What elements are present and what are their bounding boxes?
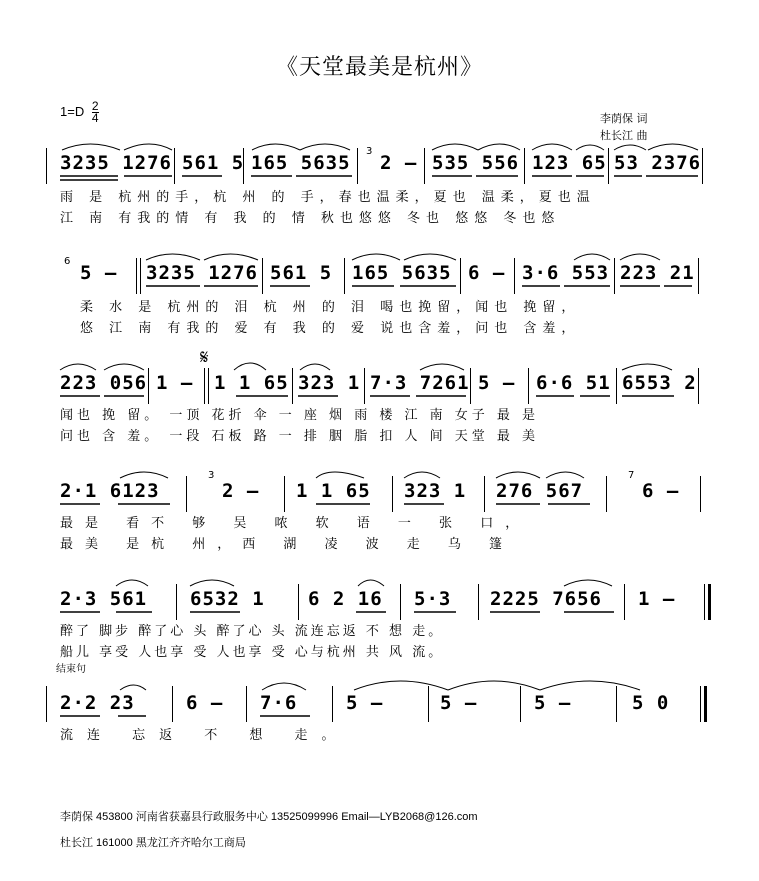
measure: 5 – xyxy=(478,372,516,394)
measure: 6 – xyxy=(468,262,506,284)
lyricist-credit: 李荫保 词 xyxy=(600,112,648,125)
slur xyxy=(496,472,540,478)
lyrics-ending: 流连 忘返 不 想 走。 xyxy=(60,728,349,743)
slur xyxy=(432,144,478,150)
lyrics-verse-2: 问也 含 羞。 一段 石板 路 一 排 胭 脂 扣 人 间 天堂 最 美 xyxy=(60,429,539,444)
measure: 223 056 xyxy=(60,372,148,394)
measure: 2·3 561 xyxy=(60,588,148,610)
measure: 3·6 553 xyxy=(522,262,610,284)
time-sig-top: 2 xyxy=(91,99,99,113)
slur xyxy=(574,254,610,260)
measure: 1 1 65 xyxy=(296,480,371,502)
measure: 561 5 xyxy=(270,262,333,284)
slur xyxy=(614,145,646,150)
slur xyxy=(124,144,172,150)
measure: 5 – xyxy=(346,692,384,714)
slur xyxy=(546,472,584,478)
slur xyxy=(190,580,234,586)
measure: 276 567 xyxy=(496,480,584,502)
grace-note: 3 xyxy=(366,146,373,157)
slur xyxy=(420,364,464,370)
slur xyxy=(252,144,300,150)
song-title: 《天堂最美是杭州》 xyxy=(275,55,483,80)
measure: 6·6 51 xyxy=(536,372,611,394)
slur xyxy=(300,144,350,150)
measure: 2 – xyxy=(380,152,418,174)
slur xyxy=(648,144,698,150)
measure: 535 556 xyxy=(432,152,520,174)
key-label: 1=D xyxy=(60,103,85,119)
footer-contact-lyricist: 李荫保 453800 河南省获嘉县行政服务中心 13525099996 Email—LYB2068@126.com xyxy=(60,811,478,823)
tie xyxy=(354,681,448,690)
measure: 323 1 xyxy=(298,372,361,394)
slur xyxy=(120,685,146,690)
measure: 2·2 23 xyxy=(60,692,135,714)
measure: 223 21 xyxy=(620,262,695,284)
slur xyxy=(532,144,572,150)
lyrics-verse-1: 醉了 脚步 醉了心 头 醉了心 头 流连忘返 不 想 走。 xyxy=(60,624,445,639)
lyrics-verse-2: 江 南 有我的情 有 我 的 情 秋也悠悠 冬也 悠悠 冬也悠 xyxy=(60,211,561,226)
measure: 1 – xyxy=(638,588,676,610)
tie xyxy=(540,681,640,690)
slur xyxy=(116,580,148,586)
measure: 2·1 6123 xyxy=(60,480,160,502)
measure: 5 0 xyxy=(632,692,670,714)
lyrics-verse-1: 柔 水 是 杭州的 泪 杭 州 的 泪 喝也挽留，闻也 挽留， xyxy=(80,300,581,315)
lyrics-verse-1: 雨 是 杭州的手，杭 州 的 手，春也温柔，夏也 温柔，夏也温 xyxy=(60,190,596,205)
slur xyxy=(300,364,330,370)
slur xyxy=(404,472,440,478)
measure: 5 – xyxy=(534,692,572,714)
measure: 5 – xyxy=(80,262,118,284)
slur xyxy=(204,254,258,260)
lyrics-verse-2: 悠 江 南 有我的 爱 有 我 的 爱 说也含羞，问也 含羞， xyxy=(80,321,581,336)
measure: 6 2 16 xyxy=(308,588,383,610)
measure: 6 – xyxy=(186,692,224,714)
slur xyxy=(478,144,520,150)
measure: 6 – xyxy=(642,480,680,502)
measure: 3235 1276 xyxy=(60,152,172,174)
slur xyxy=(146,254,200,260)
time-sig-bottom: 4 xyxy=(91,111,99,125)
slur xyxy=(104,364,144,370)
measure: 323 1 xyxy=(404,480,467,502)
slur xyxy=(404,254,456,260)
slur xyxy=(576,145,604,150)
tie xyxy=(448,681,540,690)
lyrics-verse-1: 闻也 挽 留。 一顶 花折 伞 一 座 烟 雨 楼 江 南 女子 最 是 xyxy=(60,408,539,423)
measure: 6553 2 xyxy=(622,372,697,394)
measure: 2225 7656 xyxy=(490,588,602,610)
measure: 2 – xyxy=(222,480,260,502)
measure: 5·3 xyxy=(414,588,452,610)
measure: 165 5635 xyxy=(352,262,452,284)
measure: 5 – xyxy=(440,692,478,714)
slur xyxy=(352,254,400,260)
measure: 53 2376 xyxy=(614,152,702,174)
ending-label: 结束句 xyxy=(56,664,86,675)
composer-credit: 杜长江 曲 xyxy=(600,129,648,142)
lyrics-verse-2: 最美 是杭 州，西 湖 凌 波 走 乌 篷 xyxy=(60,537,515,552)
footer-contact-composer: 杜长江 161000 黑龙江齐齐哈尔工商局 xyxy=(60,837,246,849)
slur xyxy=(62,144,120,150)
slur xyxy=(316,472,364,478)
grace-note: 3 xyxy=(208,470,215,481)
measure: 165 5635 xyxy=(251,152,351,174)
segno-sign: 𝄋 xyxy=(200,345,209,369)
grace-note: 6 xyxy=(64,256,71,267)
slur xyxy=(262,683,306,690)
slur xyxy=(564,580,612,586)
lyrics-verse-1: 最是 看不 够 吴 哝 软 语 一 张 口， xyxy=(60,516,531,531)
measure: 7·6 xyxy=(260,692,298,714)
slur xyxy=(622,364,672,370)
slur xyxy=(358,580,384,586)
measure: 561 5 xyxy=(182,152,245,174)
grace-note: 7 xyxy=(628,470,635,481)
measure: 3235 1276 xyxy=(146,262,258,284)
slur xyxy=(620,254,660,260)
lyrics-verse-2: 船儿 享受 人也享 受 人也享 受 心与杭州 共 风 流。 xyxy=(60,645,445,660)
measure: 7·3 7261 xyxy=(370,372,470,394)
measure: 1 – xyxy=(156,372,194,394)
measure: 6532 1 xyxy=(190,588,265,610)
slur xyxy=(60,364,96,370)
slur xyxy=(234,363,266,370)
measure: 123 65 xyxy=(532,152,607,174)
slur xyxy=(120,472,168,478)
measure: 1 1 65 xyxy=(214,372,289,394)
